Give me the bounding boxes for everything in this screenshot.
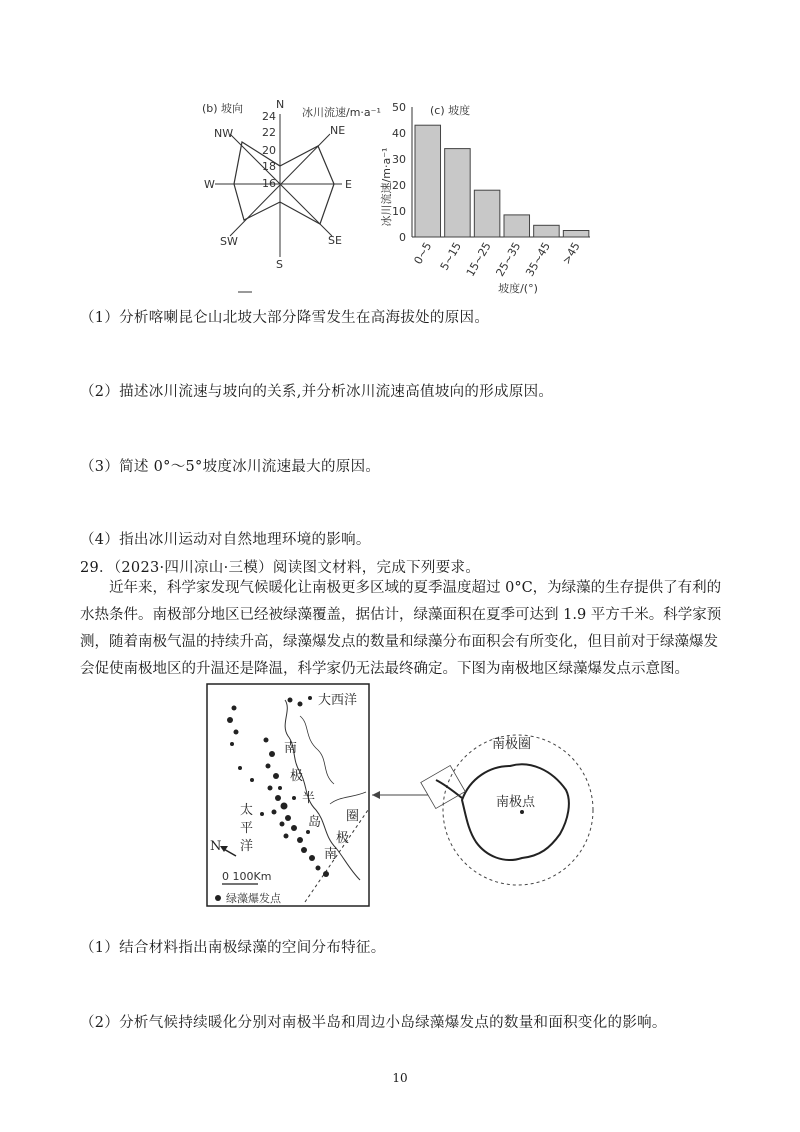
bar <box>474 190 500 237</box>
x-tick-label: 35~45 <box>523 240 554 279</box>
bar <box>445 149 471 237</box>
tick-20: 20 <box>262 144 276 157</box>
figure-b-unit: 冰川流速/m·a⁻¹ <box>302 106 381 119</box>
label-south-pole: 南极点 <box>496 795 536 810</box>
label-atlantic: 大西洋 <box>318 693 358 708</box>
y-tick-label: 0 <box>399 231 406 244</box>
scale-label: 0 100Km <box>222 870 272 883</box>
chart-xlabel: 坡度/(°) <box>498 282 538 295</box>
label-peninsula-2: 极 <box>290 769 304 784</box>
dir-sw: SW <box>220 235 238 248</box>
tick-18: 18 <box>262 160 276 173</box>
label-circle-2: 极 <box>336 831 350 846</box>
legend-label: 绿藻爆发点 <box>226 892 281 905</box>
y-tick-label: 20 <box>392 179 406 192</box>
dir-e: E <box>345 178 352 191</box>
bar <box>504 215 530 237</box>
label-pacific-3: 洋 <box>240 839 254 854</box>
antarctica-outline <box>462 764 569 860</box>
y-tick-label: 10 <box>392 205 406 218</box>
y-tick-label: 40 <box>392 127 406 140</box>
dir-se: SE <box>328 234 342 247</box>
question-29-heading: 29．（2023·四川凉山·三模）阅读图文材料，完成下列要求。 <box>80 560 481 576</box>
label-pacific-1: 太 <box>240 803 254 818</box>
dir-nw: NW <box>214 127 234 140</box>
x-tick-label: 5~15 <box>437 240 465 273</box>
locator-box <box>421 766 465 809</box>
x-tick-label: 25~35 <box>493 240 524 279</box>
rose-polygon <box>234 142 334 224</box>
figure-b-label: (b) 坡向 <box>202 102 244 115</box>
tick-22: 22 <box>262 126 276 139</box>
dir-ne: NE <box>330 124 346 137</box>
question-28-4: （4）指出冰川运动对自然地理环境的影响。 <box>80 532 371 548</box>
x-tick-label: 0~5 <box>411 240 435 267</box>
question-28-2: （2）描述冰川流速与坡向的关系,并分析冰川流速高值坡向的形成原因。 <box>80 384 554 400</box>
label-antarctic-circle: 南极圈 <box>492 737 532 752</box>
bar <box>563 231 589 238</box>
bar <box>534 225 560 237</box>
chart-ylabel: 冰川流速/m·a⁻¹ <box>380 147 393 227</box>
dir-s: S <box>276 258 283 271</box>
figure-b-rose-diagram <box>190 92 390 302</box>
dir-n: N <box>276 98 285 111</box>
y-tick-label: 30 <box>392 153 406 166</box>
page-number: 10 <box>392 1071 408 1085</box>
label-peninsula-1: 南 <box>284 741 298 756</box>
label-circle-1: 圈 <box>346 809 360 824</box>
bar <box>415 125 441 237</box>
antarctic-map <box>200 680 610 910</box>
question-29-material: 近年来，科学家发现气候暖化让南极更多区域的夏季温度超过 0°C，为绿藻的生存提供了有利的水热条件。南极部分地区已经被绿藻覆盖，据估计，绿藻面积在夏季可达到 1.9 平方千米。科学家预测，随着南极气温的持续升高，绿藻爆发点的数量和绿藻分布面积会有所变化，但目前对于绿藻爆发会促使南极地区的升温还是降温，科学家仍无法最终确定。下图为南极地区绿藻爆发点示意图。 <box>80 580 722 677</box>
x-tick-label: 15~25 <box>463 240 494 279</box>
question-29-2: （2）分析气候持续暖化分别对南极半岛和周边小岛绿藻爆发点的数量和面积变化的影响。 <box>80 1015 667 1031</box>
question-29-1: （1）结合材料指出南极绿藻的空间分布特征。 <box>80 940 386 956</box>
dir-w: W <box>204 178 215 191</box>
chart-title: (c) 坡度 <box>430 104 471 117</box>
x-tick-label: >45 <box>559 240 583 267</box>
label-circle-3: 南 <box>324 847 338 862</box>
tick-24: 24 <box>262 110 276 123</box>
question-28-1: （1）分析喀喇昆仑山北坡大部分降雪发生在高海拔处的原因。 <box>80 310 490 326</box>
label-pacific-2: 平 <box>240 821 254 836</box>
question-28-3: （3）简述 0°～5°坡度冰川流速最大的原因。 <box>80 459 381 475</box>
label-peninsula-4: 岛 <box>308 815 322 830</box>
label-peninsula-3: 半 <box>302 791 316 806</box>
y-tick-label: 50 <box>392 101 406 114</box>
north-label: N <box>210 839 222 854</box>
figure-c-bar-chart <box>378 92 598 302</box>
tick-16: 16 <box>262 177 276 190</box>
legend-dot-icon <box>215 895 221 901</box>
